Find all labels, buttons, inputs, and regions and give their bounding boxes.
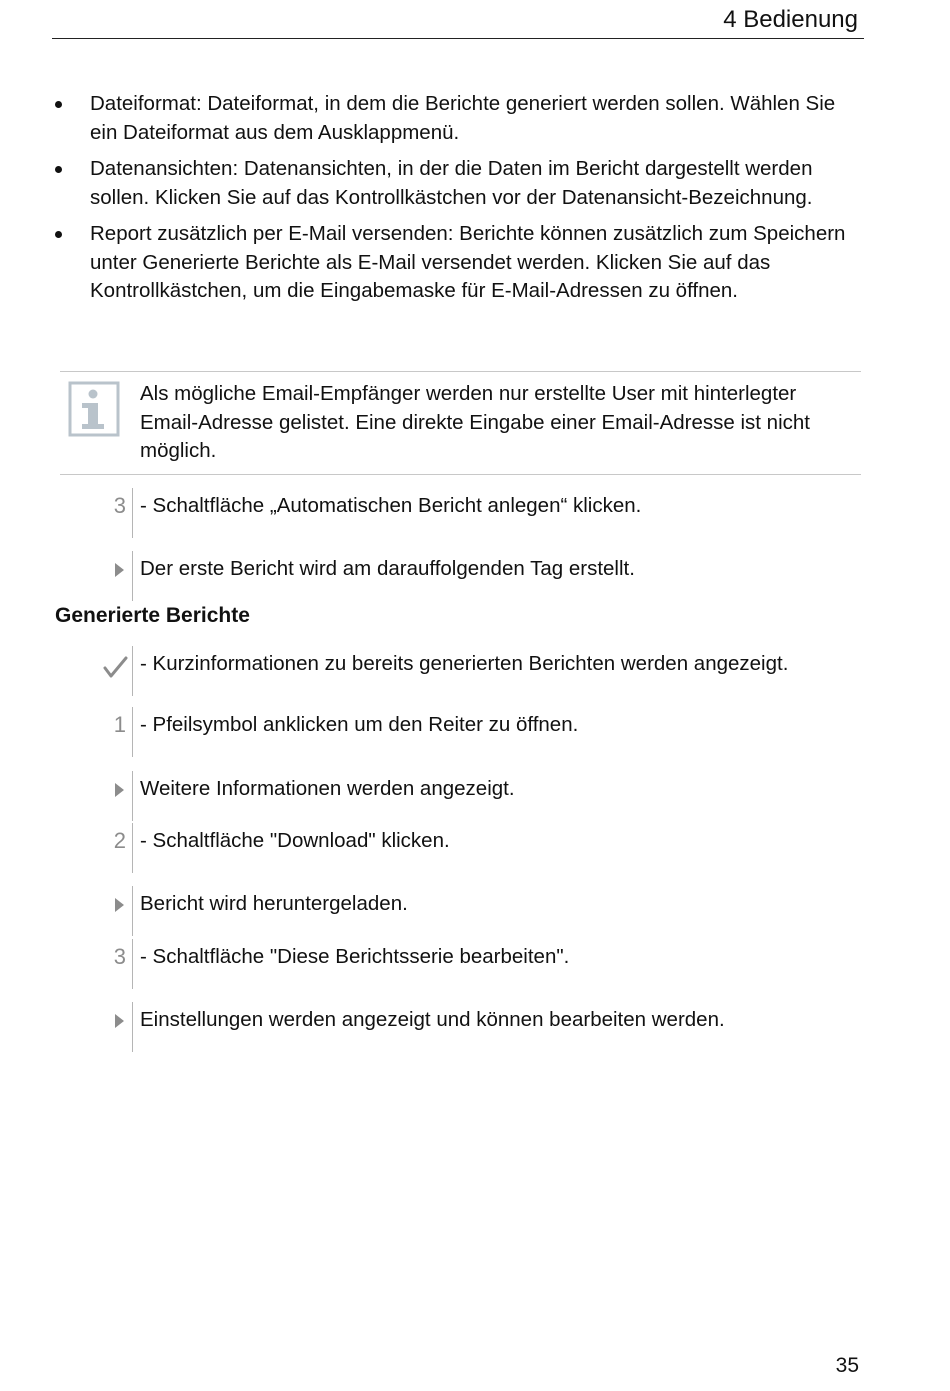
step-bar: [132, 646, 133, 696]
note-text: Als mögliche Email-Empfänger werden nur erstellte User mit hinterlegter Email-Adresse gelistet. Eine direkte Eingabe einer Email-Adresse ist nicht möglich.: [140, 382, 810, 462]
step-bar: [132, 771, 133, 821]
section-heading: Generierte Berichte: [55, 604, 250, 627]
step-text: - Kurzinformationen zu bereits generierten Berichten werden angezeigt.: [140, 652, 789, 675]
step-bar: [132, 1002, 133, 1052]
bullet-text: Datenansichten: Datenansichten, in der die Daten im Bericht dargestellt werden sollen. Klicken Sie auf das Kontrollkästchen vor der Datenansicht-Bezeichnung.: [90, 157, 813, 209]
result-arrow-icon: [115, 563, 124, 577]
bullet-item-dateiformat: [0, 90, 860, 147]
step-number: 3: [113, 944, 126, 969]
result-row: [100, 555, 900, 605]
info-icon: [68, 381, 120, 437]
header-divider: [52, 38, 864, 39]
step-bar: [132, 707, 133, 757]
step-row: [100, 827, 900, 877]
step-bar: [132, 823, 133, 873]
step-number: 2: [113, 828, 126, 853]
result-row: [100, 775, 900, 825]
bullet-text: Report zusätzlich per E-Mail versenden: Berichte können zusätzlich zum Speichern unter Generierte Berichte als E-Mail versendet werden. Klicken Sie auf das Kontrollkästchen, um die Eingabemaske für E-Mail-Adressen zu öffnen.: [90, 222, 846, 302]
step-text: - Schaltfläche „Automatischen Bericht anlegen“ klicken.: [140, 494, 642, 517]
step-bar: [132, 886, 133, 936]
chapter-header: 4 Bedienung: [723, 6, 858, 33]
check-icon: [102, 654, 128, 680]
result-row: [100, 1006, 900, 1056]
step-text: - Schaltfläche "Diese Berichtsserie bearbeiten".: [140, 945, 570, 968]
result-text: Bericht wird heruntergeladen.: [140, 892, 408, 915]
precondition-row: [100, 650, 900, 700]
step-row: [100, 943, 900, 993]
result-row: [100, 890, 900, 940]
step-row: [100, 492, 900, 542]
step-number: 1: [113, 712, 126, 737]
bullet-text: Dateiformat: Dateiformat, in dem die Berichte generiert werden sollen. Wählen Sie ein Dateiformat aus dem Ausklappmenü.: [90, 92, 836, 144]
step-text: - Schaltfläche "Download" klicken.: [140, 829, 450, 852]
result-arrow-icon: [115, 783, 124, 797]
step-row: [100, 711, 900, 761]
step-bar: [132, 551, 133, 601]
bullet-icon: [55, 166, 62, 173]
result-arrow-icon: [115, 1014, 124, 1028]
page-number: 35: [835, 1354, 859, 1377]
result-text: Einstellungen werden angezeigt und können bearbeiten werden.: [140, 1008, 725, 1031]
result-text: Weitere Informationen werden angezeigt.: [140, 777, 515, 800]
option-bullet-list: [0, 90, 950, 314]
bullet-item-datenansichten: [0, 155, 860, 212]
info-note: [60, 371, 861, 475]
bullet-icon: [55, 101, 62, 108]
bullet-item-email-report: [0, 220, 860, 306]
result-arrow-icon: [115, 898, 124, 912]
result-text: Der erste Bericht wird am darauffolgenden Tag erstellt.: [140, 557, 635, 580]
step-bar: [132, 939, 133, 989]
step-text: - Pfeilsymbol anklicken um den Reiter zu öffnen.: [140, 713, 579, 736]
bullet-icon: [55, 231, 62, 238]
step-bar: [132, 488, 133, 538]
step-number: 3: [113, 493, 126, 518]
